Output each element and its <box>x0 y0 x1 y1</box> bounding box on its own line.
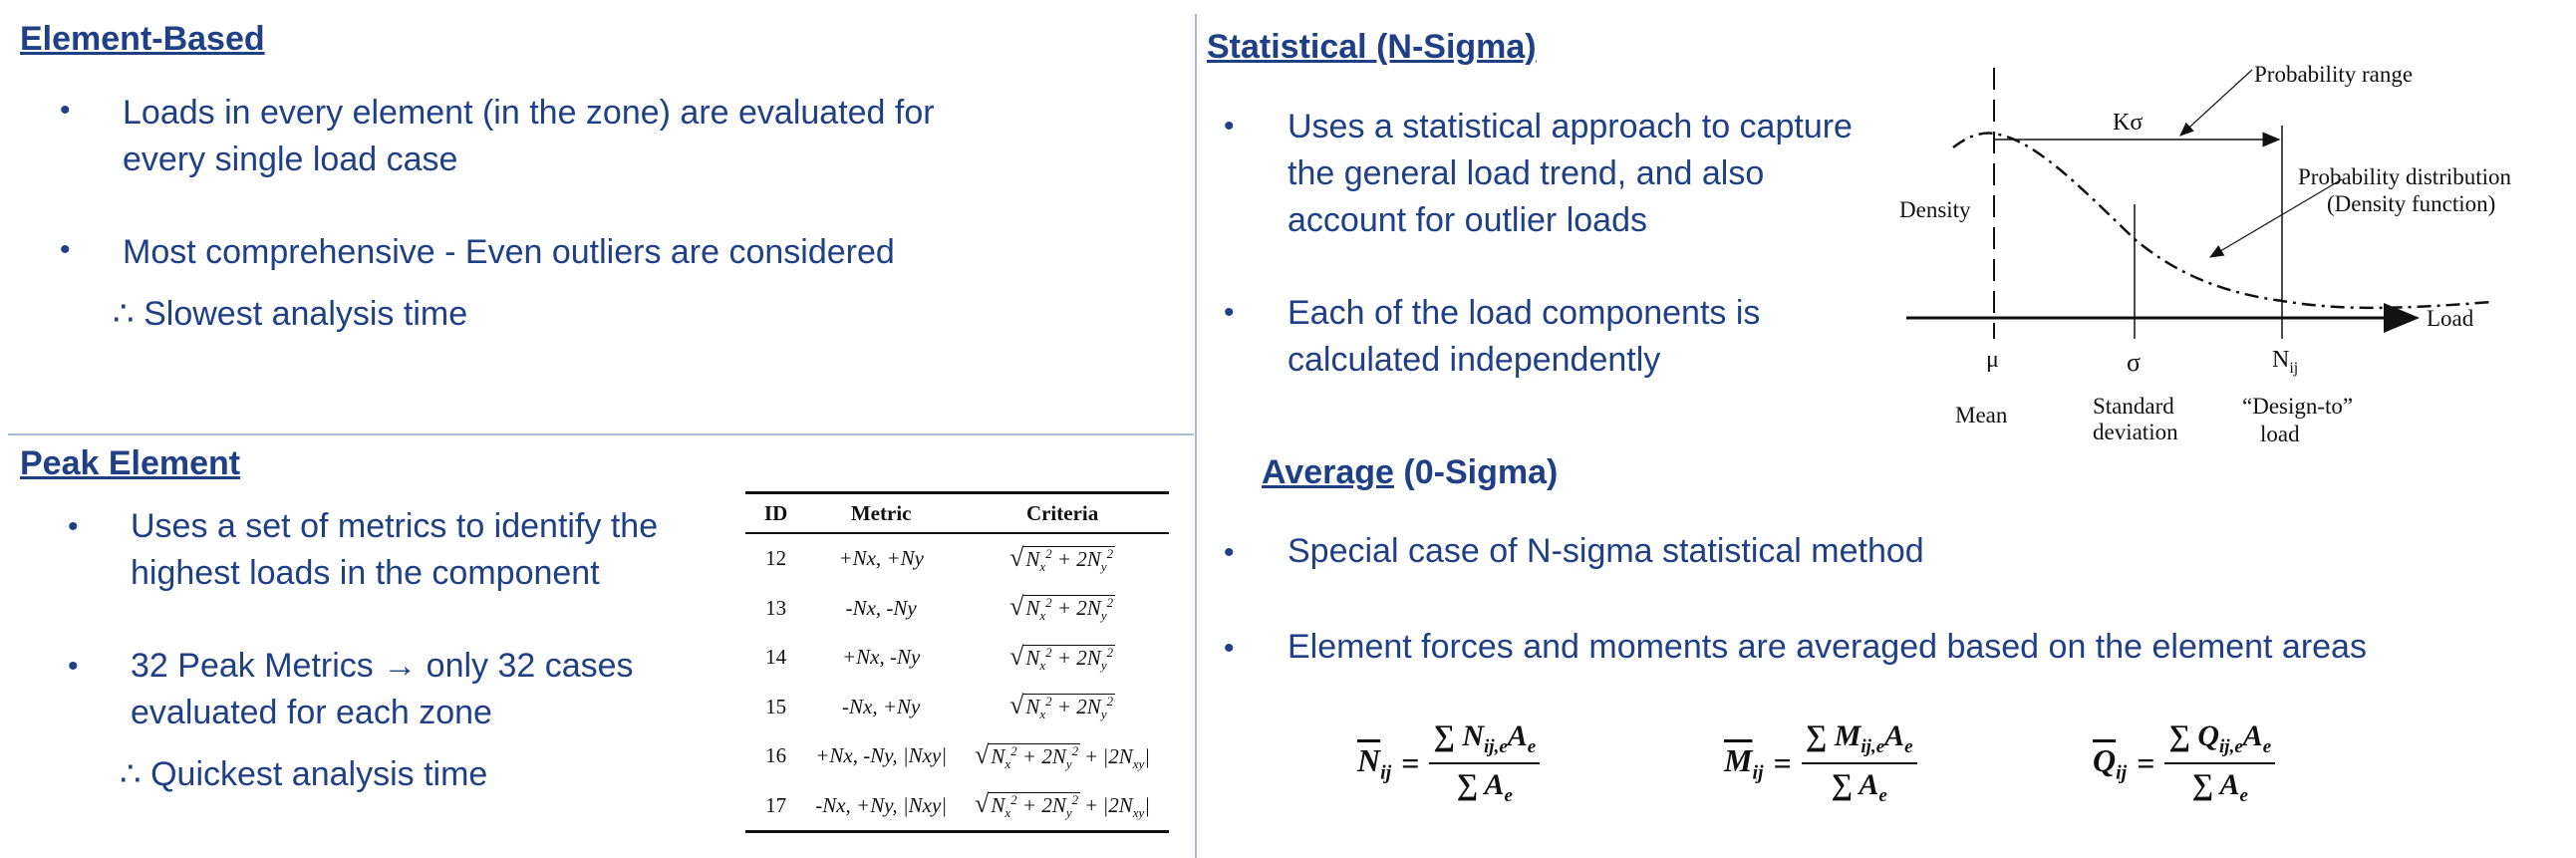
table-cell-metric: -Nx, +Ny <box>842 694 921 718</box>
bullet-marker: • <box>68 510 79 543</box>
element-based-conclusion-text: Slowest analysis time <box>143 295 468 333</box>
probability-range-pointer <box>2180 70 2252 136</box>
col-header-id: ID <box>745 494 806 533</box>
sigma-label: σ <box>2127 348 2142 377</box>
table-cell-metric: -Nx, +Ny, |Nxy| <box>815 792 948 817</box>
density-curve <box>1953 134 2491 308</box>
average-bullet-1: Special case of N-sigma statistical method <box>1288 532 1924 570</box>
peak-metrics-table-wrap <box>745 491 1169 833</box>
peak-element-bullet-2: 32 Peak Metrics → only 32 cases evaluated for each zone <box>131 647 634 731</box>
table-row <box>745 584 1169 634</box>
table-row <box>745 683 1169 732</box>
table-row <box>745 633 1169 683</box>
average-formula-n: $\overline{N}_{ij}$ = ∑ $N_{ij,e}A_e$ ∑ $A_e$ <box>1357 719 1540 807</box>
vertical-divider <box>1195 14 1197 858</box>
table-cell-id: 16 <box>765 743 787 768</box>
element-based-title: Element-Based <box>20 20 265 58</box>
element-based-bullet-1: Loads in every element (in the zone) are evaluated for every single load case <box>123 94 935 178</box>
bullet-marker: • <box>68 650 79 683</box>
table-row <box>745 533 1169 584</box>
average-formula-q: $\overline{Q}_{ij}$ = ∑ $Q_{ij,e}A_e$ ∑ $A_e$ <box>2093 719 2275 807</box>
table-cell-id: 17 <box>765 792 787 817</box>
standard-label: Standard <box>2093 394 2174 419</box>
table-cell-id: 13 <box>765 595 787 620</box>
design-load-label: load <box>2260 422 2300 446</box>
table-cell-id: 14 <box>765 645 787 670</box>
bullet-marker: • <box>1224 110 1235 143</box>
table-cell-metric: +Nx, +Ny <box>838 546 924 571</box>
therefore-icon: ∴ <box>120 755 142 793</box>
table-cell-criteria: $√N_x^2 + 2N_y^2$ <box>1009 691 1114 722</box>
average-formula-m: $\overline{M}_{ij}$ = ∑ $M_{ij,e}A_e$ ∑ $A_e$ <box>1724 719 1917 807</box>
element-based-bullet-2: Most comprehensive - Even outliers are considered <box>123 233 895 271</box>
average-title <box>1262 453 1558 492</box>
average-title-rest: (0-Sigma) <box>1403 453 1559 491</box>
table-cell-metric: +Nx, -Ny, |Nxy| <box>815 743 948 768</box>
table-row <box>745 731 1169 781</box>
table-row <box>745 781 1169 831</box>
bullet-marker: • <box>60 233 71 266</box>
probability-distribution-pointer <box>2210 179 2342 257</box>
peak-element-title: Peak Element <box>20 444 241 482</box>
statistical-bullet-2: Each of the load components is calculated independently <box>1288 294 1761 379</box>
average-bullet-2: Element forces and moments are averaged based on the element areas <box>1288 628 2367 666</box>
bullet-marker: • <box>1224 296 1235 329</box>
peak-metrics-table <box>745 494 1169 830</box>
average-title-underlined: Average <box>1262 453 1394 491</box>
statistical-title: Statistical (N-Sigma) <box>1207 28 1537 66</box>
bullet-marker: • <box>1224 632 1235 665</box>
k-sigma-label: Kσ <box>2113 110 2144 136</box>
normal-distribution-diagram <box>1873 40 2571 458</box>
bullet-marker: • <box>1224 536 1235 569</box>
table-cell-metric: +Nx, -Ny <box>842 645 921 670</box>
peak-element-conclusion <box>120 754 487 794</box>
probability-distribution-label: Probability distribution <box>2298 164 2512 189</box>
mu-label: μ <box>1986 347 1999 373</box>
table-cell-criteria: $√N_x^2 + 2N_y^2 + |2N_{xy}|$ <box>975 789 1151 821</box>
load-axis-label: Load <box>2427 306 2474 331</box>
horizontal-divider <box>8 433 1194 435</box>
element-based-conclusion <box>113 294 467 334</box>
table-cell-id: 15 <box>765 694 787 718</box>
peak-element-conclusion-text: Quickest analysis time <box>150 755 488 793</box>
nij-label: $N_{ij}$ <box>2272 347 2299 377</box>
table-cell-criteria: $√N_x^2 + 2N_y^2 + |2N_{xy}|$ <box>975 739 1151 771</box>
mean-label: Mean <box>1955 403 2008 428</box>
table-cell-criteria: $√N_x^2 + 2N_y^2$ <box>1009 542 1114 574</box>
density-function-label: (Density function) <box>2327 191 2496 216</box>
density-label: Density <box>1899 197 1971 222</box>
probability-range-label: Probability range <box>2254 62 2414 87</box>
col-header-criteria: Criteria <box>956 494 1169 533</box>
table-cell-metric: -Nx, -Ny <box>845 595 917 620</box>
deviation-label: deviation <box>2093 420 2178 444</box>
design-to-label: “Design-to” <box>2242 394 2354 419</box>
therefore-icon: ∴ <box>113 295 135 333</box>
peak-element-bullet-1: Uses a set of metrics to identify the highest loads in the component <box>131 507 659 592</box>
col-header-metric: Metric <box>806 494 956 533</box>
table-cell-criteria: $√N_x^2 + 2N_y^2$ <box>1009 641 1114 673</box>
statistical-bullet-1: Uses a statistical approach to capture the general load trend, and also account for outlier loads <box>1288 108 1853 239</box>
bullet-marker: • <box>60 94 71 127</box>
table-cell-id: 12 <box>765 546 787 571</box>
table-cell-criteria: $√N_x^2 + 2N_y^2$ <box>1009 592 1114 624</box>
